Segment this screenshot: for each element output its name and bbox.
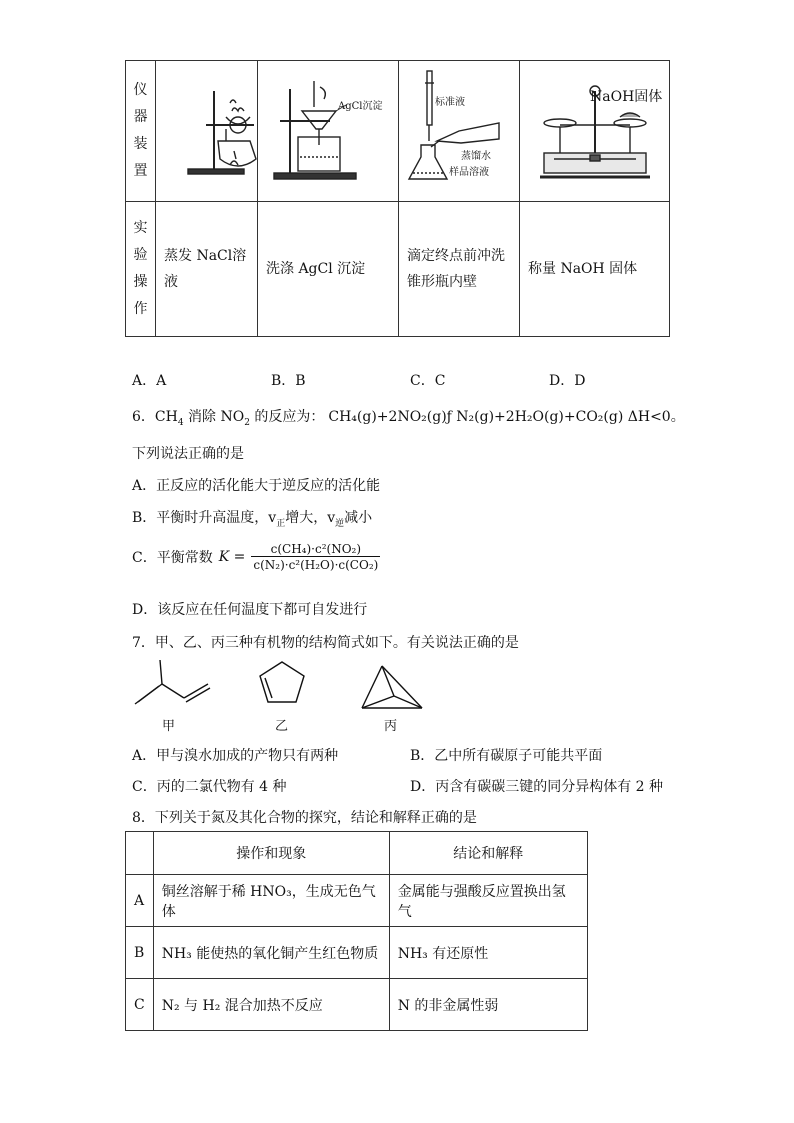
q6-stem: 6．$CH_4$ 消除 $NO_2$ 的反应为： CH₄(g)+2NO₂(g)ƒ N₂(g)+2H₂O(g)+CO₂(g) ΔH<0。	[132, 409, 685, 428]
operation-b: 洗涤 AgCl 沉淀	[258, 202, 399, 337]
label-yi: 乙	[275, 719, 289, 734]
filtration-washing-apparatus-icon	[258, 61, 398, 197]
q8-stem: 8．下列关于氮及其化合物的探究，结论和解释正确的是	[132, 810, 477, 826]
q7-option-c: C．丙的二氯代物有 4 种	[132, 779, 287, 795]
q6-stem-line2: 下列说法正确的是	[132, 446, 244, 462]
row-label-operation: 实 验 操 作	[126, 202, 156, 337]
operation-a: 蒸发 NaCl溶 液	[156, 202, 258, 337]
q6-option-d: D．该反应在任何温度下都可自发进行	[132, 602, 368, 618]
q8-header-key	[126, 832, 154, 875]
structure-bing-icon	[362, 666, 422, 708]
q5-option-b: B．B	[271, 373, 306, 389]
q5-option-c: C．C	[410, 373, 446, 389]
svg-text:蒸馏水: 蒸馏水	[461, 151, 491, 162]
evaporation-apparatus-icon	[156, 61, 257, 197]
table-row: C N₂ 与 H₂ 混合加热不反应 N 的非金属性弱	[126, 979, 588, 1031]
titration-apparatus-icon	[399, 61, 519, 197]
q5-option-a: A．A	[132, 373, 167, 389]
q8-header-conclusion: 结论和解释	[389, 832, 587, 875]
svg-text:样品溶液: 样品溶液	[449, 167, 489, 178]
table-row: A 铜丝溶解于稀 HNO₃，生成无色气体 金属能与强酸反应置换出氢气	[126, 875, 588, 927]
q6-option-a: A．正反应的活化能大于逆反应的活化能	[132, 478, 381, 494]
filtration-apparatus-cell	[258, 61, 399, 202]
operation-c: 滴定终点前冲洗 锥形瓶内壁	[399, 202, 520, 337]
structure-jia-icon	[135, 660, 210, 704]
evaporation-apparatus-cell	[156, 61, 258, 202]
structure-yi-icon	[260, 662, 304, 702]
q7-option-a: A．甲与溴水加成的产物只有两种	[132, 748, 339, 764]
q6-equation: CH₄(g)+2NO₂(g)ƒ N₂(g)+2H₂O(g)+CO₂(g) ΔH<0。	[328, 409, 685, 425]
q7-structures	[132, 658, 432, 736]
q7-option-b: B．乙中所有碳原子可能共平面	[410, 748, 603, 764]
apparatus-table	[125, 60, 670, 337]
equilibrium-constant-fraction: $\frac{\text{c(CH₄)·c²(NO₂)}}{\text{c(N₂)·c²(H₂O)·c(CO₂)}}$	[253, 542, 379, 572]
q7-stem: 7．甲、乙、丙三种有机物的结构简式如下。有关说法正确的是	[132, 635, 519, 651]
label-bing: 丙	[384, 719, 398, 734]
label-jia: 甲	[162, 719, 176, 734]
titration-apparatus-cell	[399, 61, 520, 202]
balance-apparatus-icon	[520, 61, 669, 197]
row-label-apparatus: 仪 器 装 置	[126, 61, 156, 202]
svg-text:AgCl沉淀: AgCl沉淀	[338, 101, 383, 112]
table-row: B NH₃ 能使热的氧化铜产生红色物质 NH₃ 有还原性	[126, 927, 588, 979]
svg-text:标准液: 标准液	[435, 97, 465, 108]
balance-apparatus-cell	[520, 61, 670, 202]
operation-d: 称量 NaOH 固体	[520, 202, 670, 337]
q5-option-d: D．D	[549, 373, 586, 389]
svg-text:NaOH固体: NaOH固体	[590, 89, 663, 105]
q6-option-b: B．平衡时升高温度，$v_正$增大，$v_逆$减小	[132, 510, 373, 529]
q6-option-c: C．平衡常数 K = $\frac{\text{c(CH₄)·c²(NO₂)}}{\text{c(N₂)·c²(H₂O)·c(CO₂)}}$	[132, 542, 379, 572]
q8-table	[125, 831, 588, 1031]
q8-header-operation: 操作和现象	[153, 832, 389, 875]
q7-option-d: D．丙含有碳碳三键的同分异构体有 2 种	[410, 779, 664, 795]
